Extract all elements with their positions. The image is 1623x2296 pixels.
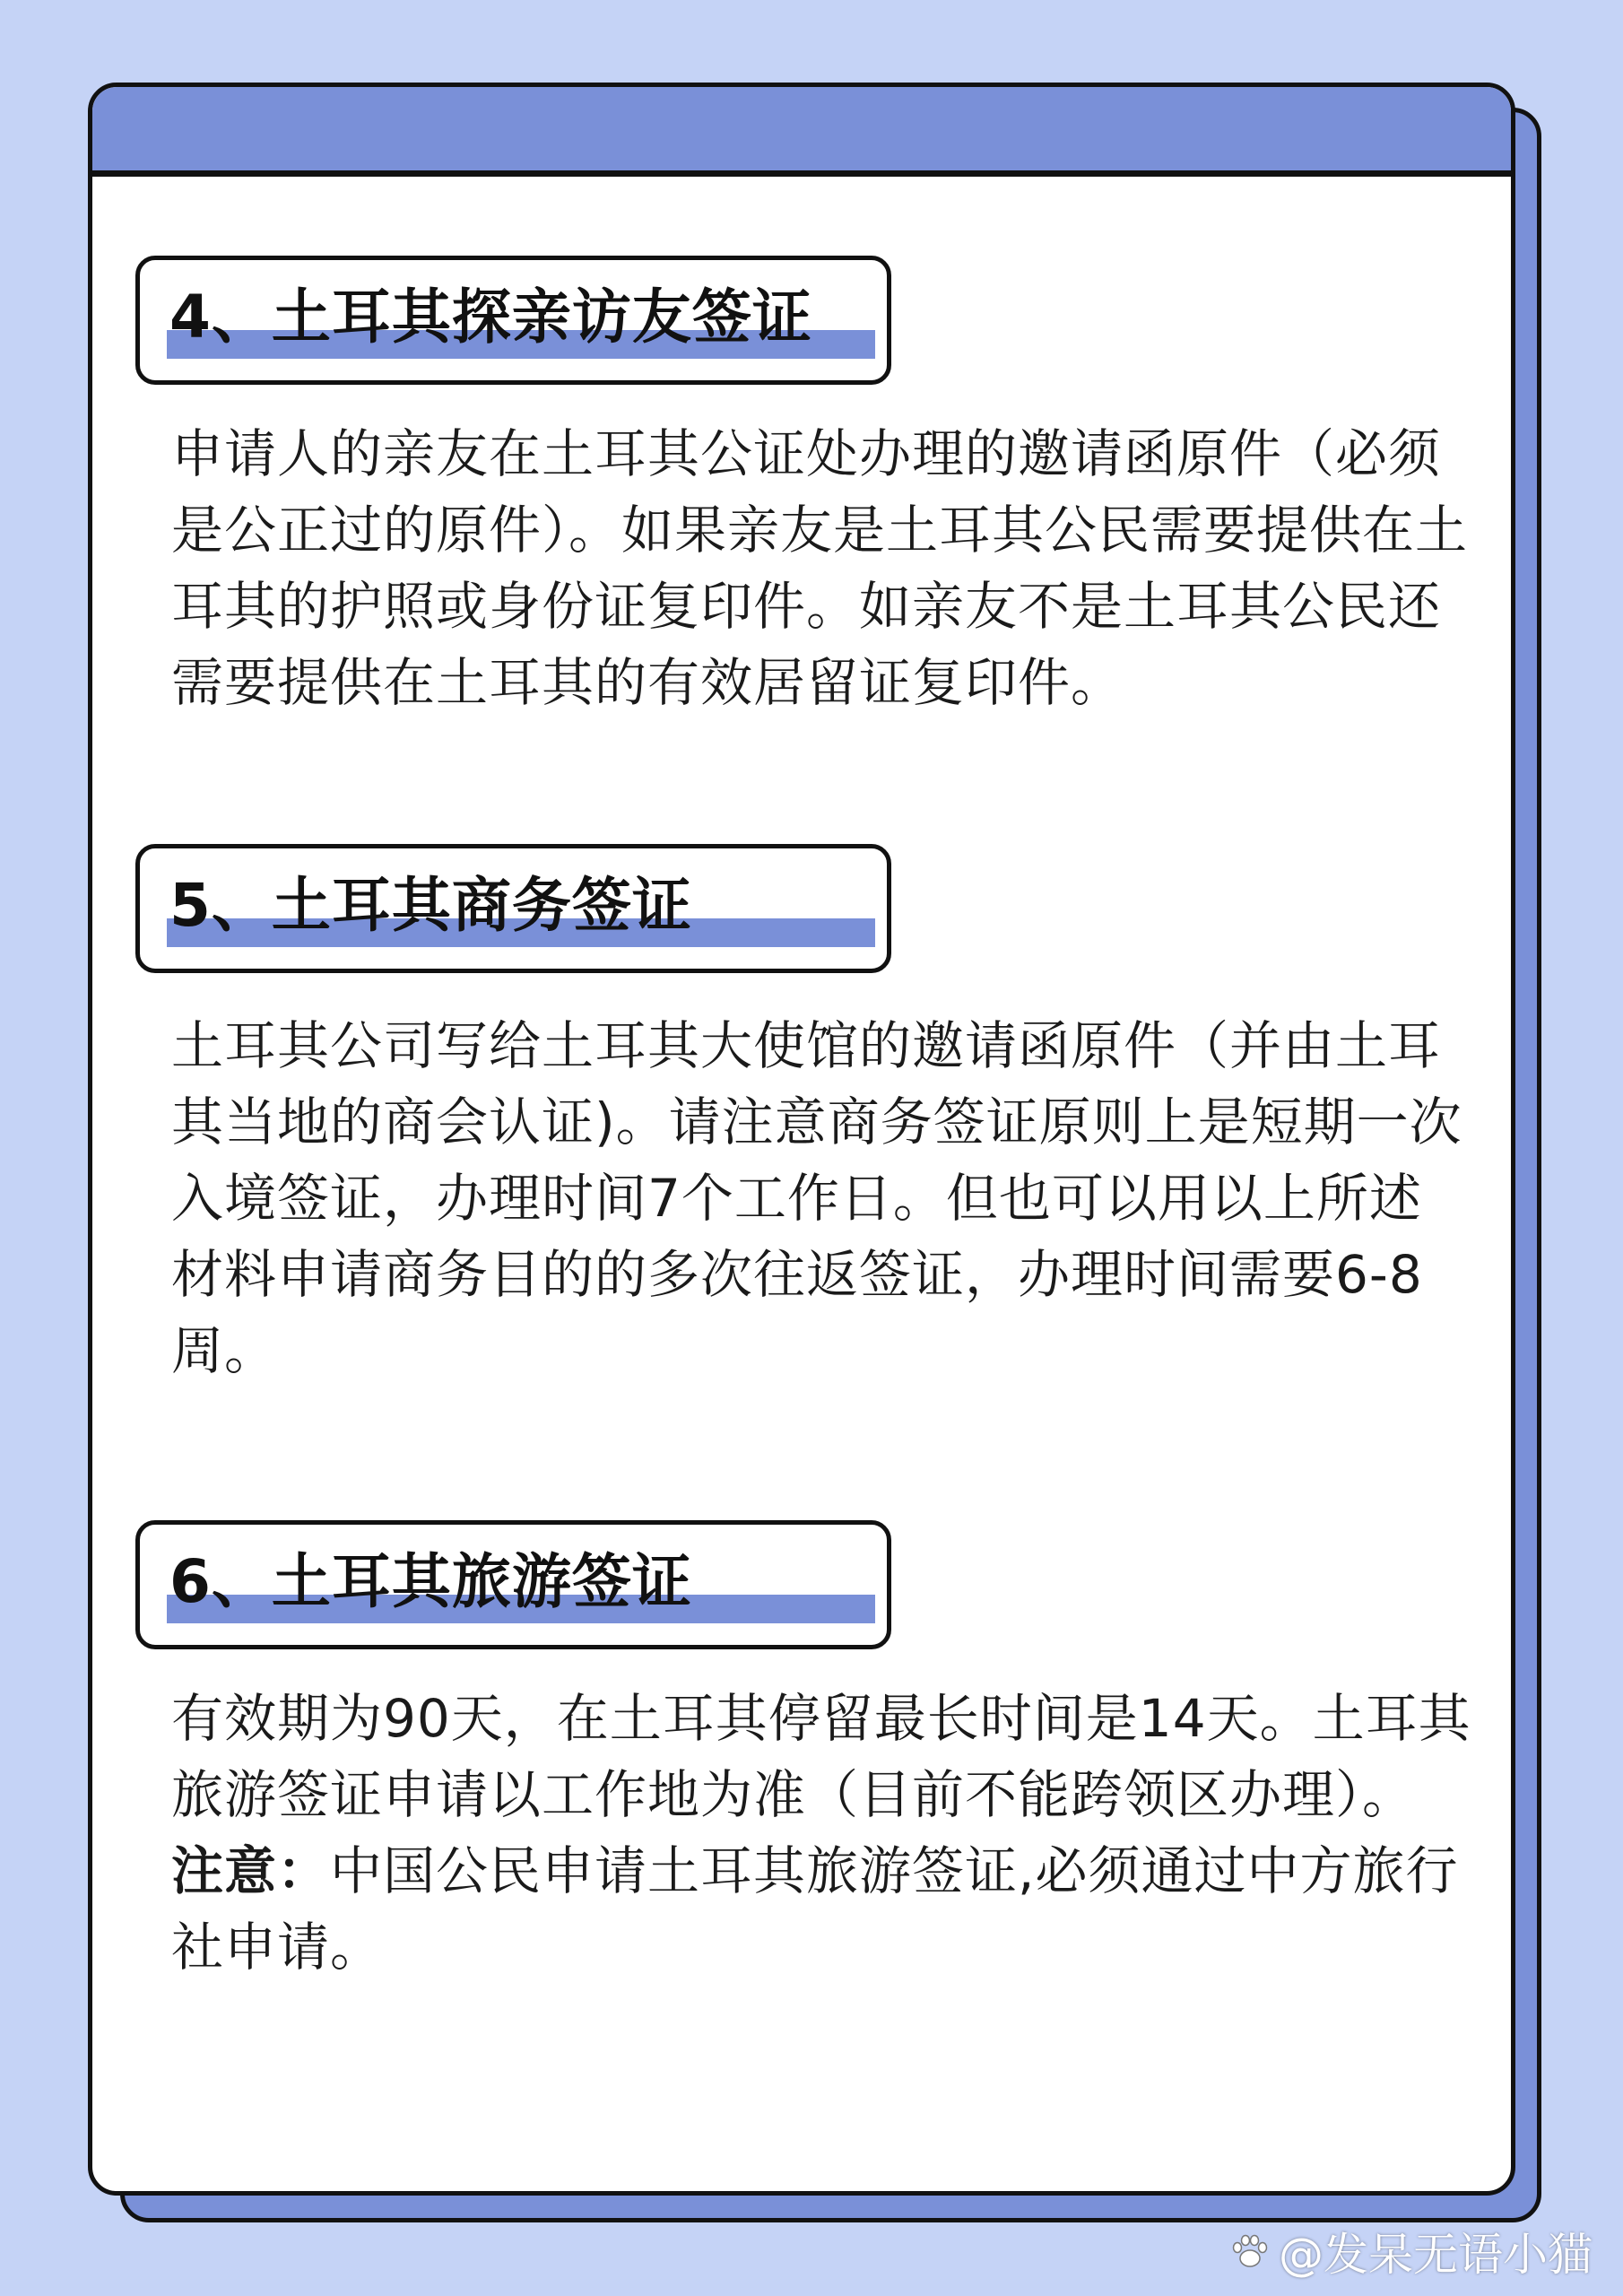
section-body-5: 土耳其公司写给土耳其大使馆的邀请函原件（并由土耳其当地的商会认证)。请注意商务签证原则上是短期一次入境签证，办理时间7个工作日。但也可以用以上所述材料申请商务目的的多次往返签证，办理时间需要6-8周。 [171, 1015, 1462, 1381]
note-line [171, 1833, 1471, 1986]
section-title-6: 6、土耳其旅游签证 [169, 1547, 692, 1616]
watermark [1228, 2219, 1593, 2283]
section-title-5: 5、土耳其商务签证 [169, 871, 692, 940]
paw-icon [1228, 2230, 1271, 2273]
note-text: 中国公民申请土耳其旅游签证,必须通过中方旅行社申请。 [171, 1840, 1459, 1978]
card-header-bar [92, 87, 1511, 177]
section-title-box-6 [135, 1520, 891, 1649]
content-card [88, 83, 1515, 2196]
section-title-4: 4、土耳其探亲访友签证 [169, 283, 812, 352]
section-body-6 [171, 1681, 1471, 1986]
section-title-box-4 [135, 256, 891, 385]
section-body-6-text: 有效期为90天，在土耳其停留最长时间是14天。土耳其旅游签证申请以工作地为准（目前不能跨领区办理）。 [171, 1688, 1471, 1825]
section-title-box-5 [135, 844, 891, 973]
section-body-4: 申请人的亲友在土耳其公证处办理的邀请函原件（必须是公正过的原件）。如果亲友是土耳其公民需要提供在土耳其的护照或身份证复印件。如亲友不是土耳其公民还需要提供在土耳其的有效居留证复印件。 [171, 423, 1469, 713]
note-label: 注意： [171, 1840, 331, 1901]
watermark-text: @发呆无语小猫 [1279, 2229, 1593, 2281]
